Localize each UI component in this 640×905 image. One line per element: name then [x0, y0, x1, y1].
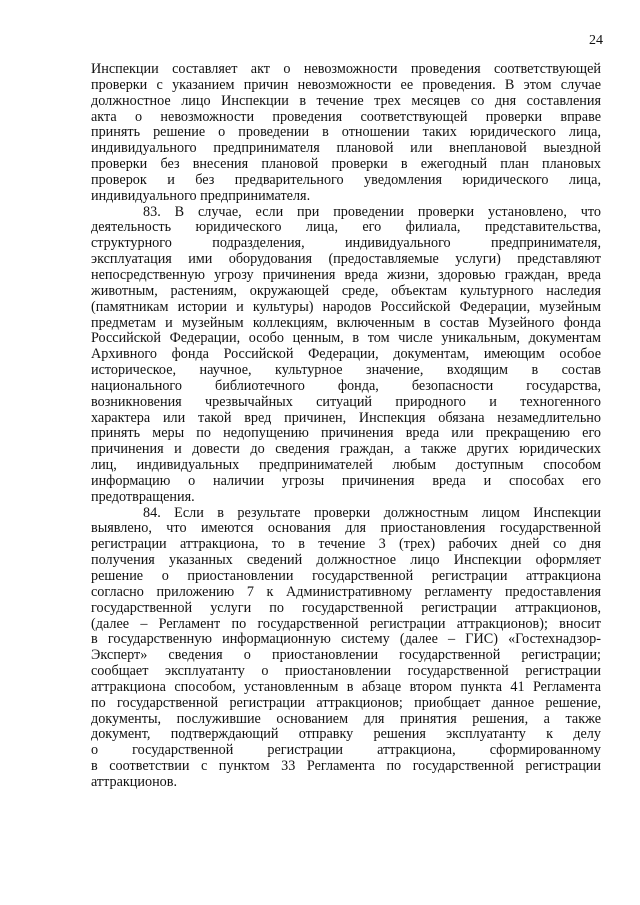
text-line: документ, подтверждающий отправку решения эксплуатанту к делу — [91, 726, 601, 743]
paragraph-intro — [91, 62, 601, 205]
text-line: Эксперт» сведения о приостановлении государственной регистрации; — [91, 647, 601, 664]
text-line: регистрации аттракциона, то в течение 3 (трех) рабочих дней со дня — [91, 536, 601, 553]
text-line: Российской Федерации, особо ценным, в том числе уникальным, документам — [91, 330, 601, 347]
text-line: в соответствии с пунктом 33 Регламента по государственной регистрации — [91, 758, 601, 775]
text-line: о государственной регистрации аттракциона, сформированному — [91, 742, 601, 759]
text-line: принять решение о проведении в отношении таких юридического лица, — [91, 124, 601, 141]
text-line: проверки без внесения плановой проверки в ежегодный план плановых — [91, 156, 601, 173]
text-line: историческое, научное, культурное значение, входящим в состав — [91, 362, 601, 379]
page-number: 24 — [589, 33, 603, 48]
text-line: аттракциона способом, установленным в абзаце втором пункта 41 Регламента — [91, 678, 601, 695]
text-line: сообщает эксплуатанту о приостановлении государственной регистрации — [91, 663, 601, 680]
text-line: государственной услуги по государственной регистрации аттракционов, — [91, 599, 601, 616]
paragraph-p84 — [91, 506, 601, 791]
text-line: предотвращения. — [91, 488, 195, 505]
text-line: животным, растениям, окружающей среде, объектам культурного наследия — [91, 282, 601, 299]
text-line: принять меры по недопущению причинения вреда или прекращению его — [91, 425, 601, 442]
text-line: Инспекции составляет акт о невозможности проведения соответствующей — [91, 61, 601, 77]
text-line: должностное лицо Инспекции в течение трех месяцев со дня составления — [91, 92, 601, 109]
paragraph-p83 — [91, 205, 601, 506]
text-line: информацию о наличии угрозы причинения вреда и способах его — [91, 472, 601, 489]
text-line: непосредственную угрозу причинения вреда жизни, здоровью граждан, вреда — [91, 266, 601, 283]
text-line: индивидуального предпринимателя плановой или внеплановой выездной — [91, 140, 601, 157]
text-line: лиц, индивидуальных предпринимателей любым доступным способом — [91, 457, 601, 474]
text-line: характера или такой вред причинен, Инспекция обязана незамедлительно — [91, 409, 601, 426]
document-body — [91, 62, 601, 791]
text-line: согласно приложению 7 к Административному регламенту предоставления — [91, 583, 601, 600]
text-line: национального библиотечного фонда, безопасности государства, — [91, 377, 601, 394]
text-line: предметам и музейным коллекциям, включенным в состав Музейного фонда — [91, 314, 601, 331]
text-line: 83. В случае, если при проведении проверки установлено, что — [143, 203, 601, 220]
text-line: акта о невозможности проведения соответствующей проверки вправе — [91, 108, 601, 125]
text-line: Архивного фонда Российской Федерации, документам, имеющим особое — [91, 346, 601, 363]
text-line: документы, послужившие основанием для принятия решения, а также — [91, 710, 601, 727]
text-line: индивидуального предпринимателя. — [91, 187, 311, 204]
text-line: (памятникам истории и культуры) народов Российской Федерации, музейным — [91, 298, 601, 315]
text-line: деятельность юридического лица, его филиала, представительства, — [91, 219, 601, 236]
text-line: 84. Если в результате проверки должностным лицом Инспекции — [143, 504, 601, 521]
text-line: проверок и без предварительного уведомления юридического лица, — [91, 171, 601, 188]
text-line: выявлено, что имеются основания для приостановления государственной — [91, 520, 601, 537]
text-line: по государственной регистрации аттракционов; приобщает данное решение, — [91, 694, 601, 711]
text-line: получения указанных сведений должностное лицо Инспекции оформляет — [91, 552, 601, 569]
text-line: эксплуатация ими оборудования (предоставляемые услуги) представляют — [91, 251, 601, 268]
text-line: структурного подразделения, индивидуального предпринимателя, — [91, 235, 601, 252]
text-line: проверки с указанием причин невозможности ее проведения. В этом случае — [91, 76, 601, 93]
text-line: решение о приостановлении государственной регистрации аттракциона — [91, 568, 601, 584]
text-line: (далее – Регламент по государственной регистрации аттракционов); вносит — [91, 615, 601, 632]
text-line: в государственную информационную систему (далее – ГИС) «Гостехнадзор- — [91, 631, 601, 648]
text-line: аттракционов. — [91, 773, 177, 790]
text-line: возникновения чрезвычайных ситуаций природного и техногенного — [91, 393, 601, 410]
text-line: причинения и довести до сведения граждан, а также других юридических — [91, 441, 601, 458]
